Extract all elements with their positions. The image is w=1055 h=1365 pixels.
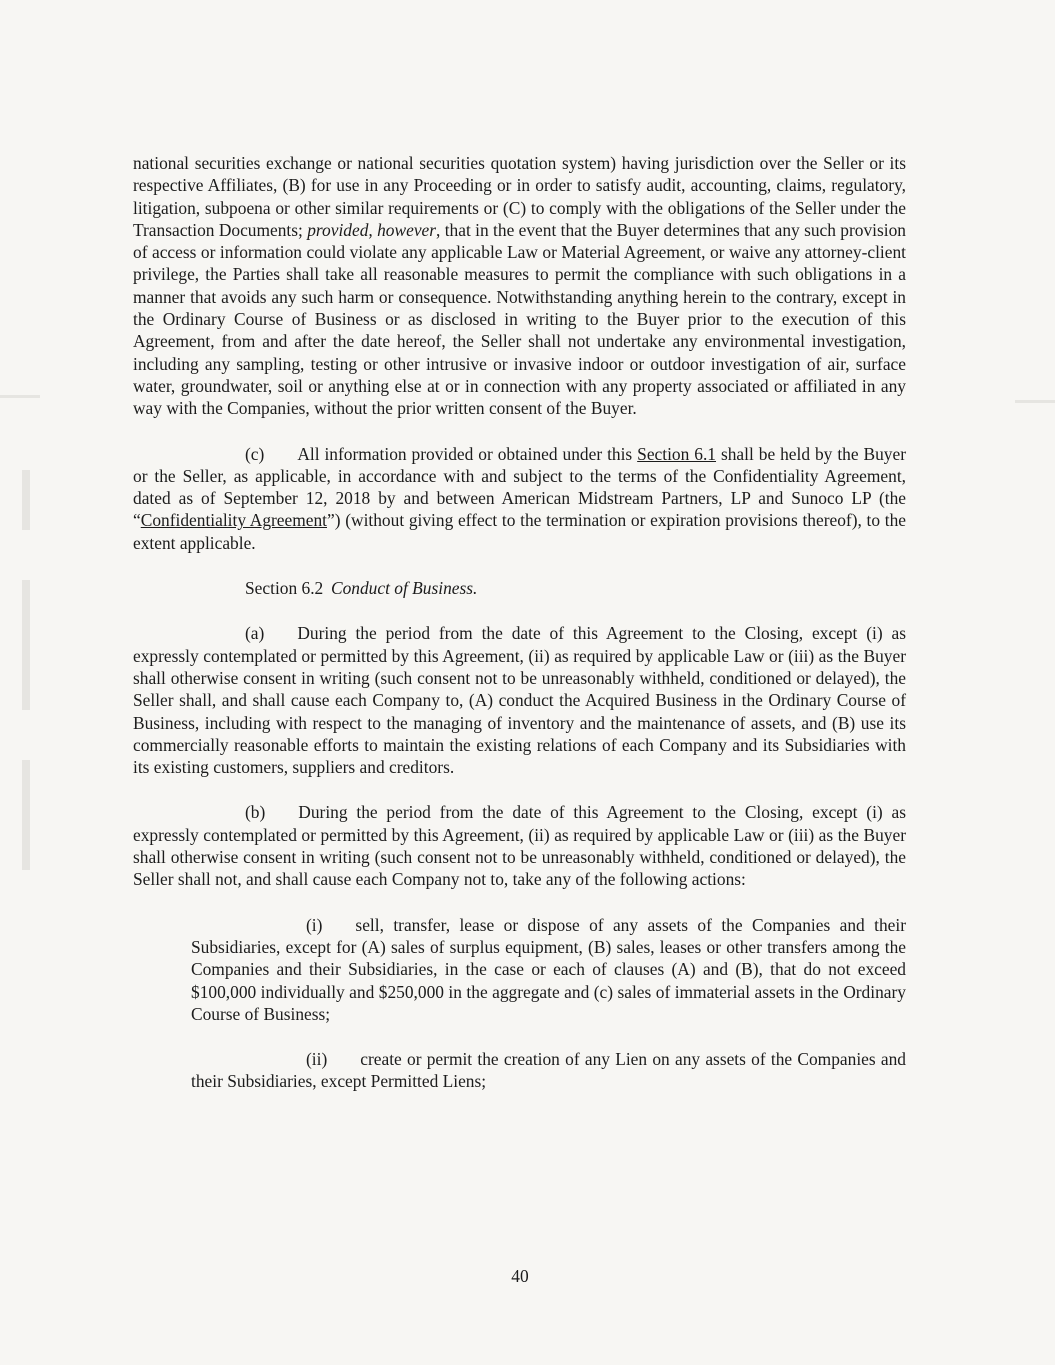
scan-artifact (1015, 400, 1055, 403)
paragraph-c-text-c: ”) (without giving effect to the termination or expiration provisions thereof), to the extent applicable. (133, 510, 906, 553)
scan-artifact (22, 760, 30, 870)
confidentiality-agreement-term: Confidentiality Agreement (140, 510, 328, 531)
paragraph-6-2-b-label: (b) (245, 802, 266, 823)
document-body (133, 152, 906, 1093)
section-number: Section 6.2 (245, 578, 324, 599)
paragraph-c-label: (c) (245, 443, 265, 464)
paragraph-6-2-a-text: During the period from the date of this Agreement to the Closing, except (i) as expressly contemplated or permitted by this Agreement, (ii) as required by applicable Law or (iii) as the Buyer shall otherwise consent in writing (such consent not to be unreasonably withheld, conditioned or delayed), the Seller shall, and shall cause each Company to, (A) conduct the Acquired Business in the Ordinary Course of Business, including with respect to the managing of inventory and the maintenance of assets, and (B) use its commercially reasonable efforts to maintain the existing relations of each Company and its Subsidiaries with its existing customers, suppliers and creditors. (133, 623, 906, 778)
clause-ii (191, 1048, 906, 1093)
section-title: Conduct of Business. (331, 578, 478, 599)
scan-artifact (0, 395, 40, 398)
clause-i (191, 914, 906, 1025)
page-number: 40 (511, 1266, 529, 1286)
section-heading (133, 577, 906, 599)
clause-i-label: (i) (306, 914, 323, 935)
clause-ii-label: (ii) (306, 1049, 328, 1070)
paragraph-intro (133, 152, 906, 420)
paragraph-6-2-b (133, 801, 906, 890)
paragraph-6-2-a (133, 622, 906, 778)
paragraph-c-text-b: shall be held by the Buyer or the Seller, as applicable, in accordance with and subject to the terms of the Confidentiality Agreement, dated as of September 12, 2018 by and between American Midstream Partners, LP and Sunoco LP (the “ (133, 443, 907, 531)
paragraph-intro-text-a: national securities exchange or national securities quotation system) having jurisdiction over the Seller or its respective Affiliates, (B) for use in any Proceeding or in order to satisfy audit, accounting, claims, regulatory, litigation, subpoena or other similar requirements or (C) to comply with the obligations of the Seller under the Transaction Documents; (133, 153, 906, 240)
paragraph-6-2-a-label: (a) (245, 623, 265, 644)
section-6-1-reference: Section 6.1 (637, 443, 717, 464)
scan-artifact (22, 580, 30, 710)
paragraph-c-text-a: All information provided or obtained under this (297, 443, 638, 464)
scan-artifact (22, 470, 30, 530)
paragraph-6-2-b-text: During the period from the date of this Agreement to the Closing, except (i) as expressly contemplated or permitted by this Agreement, (ii) as required by applicable Law or (iii) as the Buyer shall otherwise consent in writing (such consent not to be unreasonably withheld, conditioned or delayed), the Seller shall not, and shall cause each Company not to, take any of the following actions: (133, 802, 906, 890)
paragraph-c (133, 443, 906, 554)
provided-however-phrase: provided, however (307, 219, 437, 240)
clause-i-text: sell, transfer, lease or dispose of any assets of the Companies and their Subsidiaries, except for (A) sales of surplus equipment, (B) sales, leases or other transfers among the Companies and their Subsidiaries, in the case or each of clauses (A) and (B), that do not exceed $100,000 individually and $250,000 in the aggregate and (c) sales of immaterial assets in the Ordinary Course of Business; (191, 914, 906, 1024)
clause-ii-text: create or permit the creation of any Lien on any assets of the Companies and their Subsidiaries, except Permitted Liens; (191, 1049, 906, 1092)
paragraph-intro-text-b: , that in the event that the Buyer determines that any such provision of access or information could violate any applicable Law or Material Agreement, or waive any attorney-client privilege, the Parties shall take all reasonable measures to permit the compliance with such obligations in a manner that avoids any such harm or consequence. Notwithstanding anything herein to the contrary, except in the Ordinary Course of Business or as disclosed in writing to the Buyer prior to the execution of this Agreement, from and after the date hereof, the Seller shall not undertake any environmental investigation, including any sampling, testing or other intrusive or invasive indoor or outdoor investigation of air, surface water, groundwater, soil or anything else at or in connection with any property associated or affiliated in any way with the Companies, without the prior written consent of the Buyer. (133, 219, 906, 419)
